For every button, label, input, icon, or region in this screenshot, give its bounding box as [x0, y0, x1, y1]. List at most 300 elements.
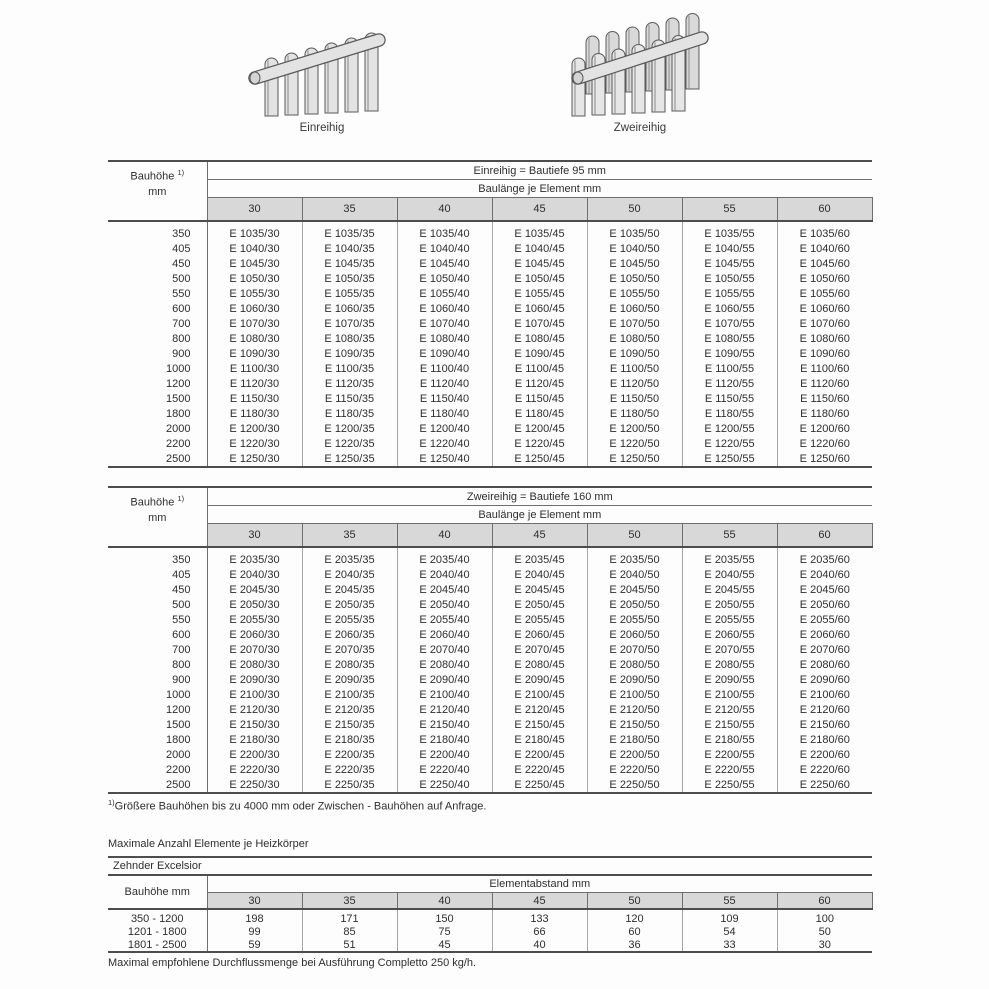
model-cell: E 2080/55	[682, 657, 777, 672]
column-header: 35	[302, 524, 397, 548]
bauhoehe-label: Bauhöhe $^{1)}$ mm	[108, 161, 207, 221]
max-elements-cell: 120	[587, 909, 682, 925]
model-cell: E 2055/30	[207, 612, 302, 627]
model-cell: E 1055/55	[682, 286, 777, 301]
model-cell: E 1035/55	[682, 221, 777, 241]
model-cell: E 1070/55	[682, 316, 777, 331]
footnote-marker: 1)	[177, 168, 185, 177]
model-cell: E 2120/30	[207, 702, 302, 717]
model-cell: E 1035/40	[397, 221, 492, 241]
zweireihig-spec-table	[108, 486, 873, 794]
column-header: 50	[587, 893, 682, 910]
model-cell: E 1045/60	[777, 256, 872, 271]
column-header: 40	[397, 893, 492, 910]
model-cell: E 2250/35	[302, 777, 397, 793]
height-cell: 2000	[108, 421, 207, 436]
model-cell: E 2200/45	[492, 747, 587, 762]
model-cell: E 2035/45	[492, 547, 587, 567]
max-elements-cell: 45	[397, 938, 492, 952]
model-cell: E 2055/35	[302, 612, 397, 627]
model-cell: E 2060/30	[207, 627, 302, 642]
max-elements-cell: 109	[682, 909, 777, 925]
model-cell: E 2100/45	[492, 687, 587, 702]
model-cell: E 2050/60	[777, 597, 872, 612]
single-row-caption: Einreihig	[299, 122, 345, 134]
height-cell: 1500	[108, 717, 207, 732]
model-cell: E 1045/40	[397, 256, 492, 271]
model-cell: E 2120/55	[682, 702, 777, 717]
model-cell: E 1220/30	[207, 436, 302, 451]
height-cell: 1200	[108, 376, 207, 391]
model-cell: E 2080/60	[777, 657, 872, 672]
model-cell: E 1250/30	[207, 451, 302, 467]
column-header: 30	[207, 893, 302, 910]
model-cell: E 1060/50	[587, 301, 682, 316]
model-cell: E 1040/35	[302, 241, 397, 256]
model-cell: E 1050/40	[397, 271, 492, 286]
model-cell: E 2080/45	[492, 657, 587, 672]
max-elements-cell: 66	[492, 925, 587, 938]
table-row	[108, 597, 872, 612]
table-row	[108, 925, 872, 938]
column-header: 45	[492, 198, 587, 222]
model-cell: E 1200/55	[682, 421, 777, 436]
table-row	[108, 451, 872, 467]
model-cell: E 1050/50	[587, 271, 682, 286]
column-header: 40	[397, 198, 492, 222]
model-cell: E 1200/50	[587, 421, 682, 436]
height-cell: 405	[108, 241, 207, 256]
model-cell: E 2220/35	[302, 762, 397, 777]
model-cell: E 1050/60	[777, 271, 872, 286]
table-row	[108, 221, 872, 241]
model-cell: E 2040/40	[397, 567, 492, 582]
model-cell: E 2055/55	[682, 612, 777, 627]
model-cell: E 1180/60	[777, 406, 872, 421]
model-cell: E 1100/35	[302, 361, 397, 376]
column-header: 55	[682, 524, 777, 548]
height-cell: 1800	[108, 406, 207, 421]
model-cell: E 1250/55	[682, 451, 777, 467]
model-cell: E 2045/45	[492, 582, 587, 597]
model-cell: E 1220/50	[587, 436, 682, 451]
bauhoehe-label: Bauhöhe $^{1)}$ mm	[108, 487, 207, 547]
column-header: 60	[777, 893, 872, 910]
model-cell: E 2035/30	[207, 547, 302, 567]
table-row	[108, 301, 872, 316]
model-cell: E 1090/60	[777, 346, 872, 361]
model-cell: E 2035/35	[302, 547, 397, 567]
model-cell: E 1100/40	[397, 361, 492, 376]
model-cell: E 2150/35	[302, 717, 397, 732]
model-cell: E 1060/60	[777, 301, 872, 316]
footnote	[108, 798, 486, 813]
column-header: 60	[777, 198, 872, 222]
max-elements-cell: 54	[682, 925, 777, 938]
height-cell: 800	[108, 657, 207, 672]
model-cell: E 1220/40	[397, 436, 492, 451]
model-cell: E 2090/35	[302, 672, 397, 687]
column-header: 50	[587, 524, 682, 548]
footnote-text: Größere Bauhöhen bis zu 4000 mm oder Zwischen - Bauhöhen auf Anfrage.	[114, 800, 487, 813]
model-cell: E 1120/35	[302, 376, 397, 391]
model-cell: E 1100/45	[492, 361, 587, 376]
model-cell: E 1090/40	[397, 346, 492, 361]
model-cell: E 2055/60	[777, 612, 872, 627]
model-cell: E 1200/45	[492, 421, 587, 436]
model-cell: E 2045/40	[397, 582, 492, 597]
height-cell: 1500	[108, 391, 207, 406]
radiator-single-row-illustration	[237, 12, 407, 120]
model-cell: E 2035/55	[682, 547, 777, 567]
height-cell: 550	[108, 286, 207, 301]
max-elements-heading: Maximale Anzahl Elemente je Heizkörper	[108, 838, 309, 850]
model-cell: E 1180/50	[587, 406, 682, 421]
model-cell: E 1100/50	[587, 361, 682, 376]
model-cell: E 1150/45	[492, 391, 587, 406]
model-cell: E 2090/45	[492, 672, 587, 687]
column-header: 30	[207, 198, 302, 222]
model-cell: E 2120/50	[587, 702, 682, 717]
model-cell: E 1250/35	[302, 451, 397, 467]
model-cell: E 1180/40	[397, 406, 492, 421]
table-subtitle: Baulänge je Element mm	[207, 506, 872, 524]
table-row	[108, 627, 872, 642]
model-cell: E 2200/35	[302, 747, 397, 762]
height-cell: 800	[108, 331, 207, 346]
model-cell: E 2180/35	[302, 732, 397, 747]
model-cell: E 1035/45	[492, 221, 587, 241]
model-cell: E 1045/35	[302, 256, 397, 271]
model-cell: E 1100/60	[777, 361, 872, 376]
table-row	[108, 567, 872, 582]
column-header: 40	[397, 524, 492, 548]
model-cell: E 1040/30	[207, 241, 302, 256]
table-title: Einreihig = Bautiefe 95 mm	[207, 161, 872, 180]
height-cell: 350	[108, 221, 207, 241]
model-cell: E 1120/50	[587, 376, 682, 391]
model-cell: E 1080/35	[302, 331, 397, 346]
max-elements-cell: 59	[207, 938, 302, 952]
column-header: 55	[682, 198, 777, 222]
model-cell: E 2120/45	[492, 702, 587, 717]
model-cell: E 2250/50	[587, 777, 682, 793]
model-cell: E 1055/45	[492, 286, 587, 301]
model-cell: E 1055/30	[207, 286, 302, 301]
model-cell: E 2070/50	[587, 642, 682, 657]
model-cell: E 1090/35	[302, 346, 397, 361]
column-header: 45	[492, 524, 587, 548]
model-cell: E 1180/55	[682, 406, 777, 421]
model-cell: E 1050/55	[682, 271, 777, 286]
model-cell: E 1040/55	[682, 241, 777, 256]
height-range-cell: 350 - 1200	[108, 909, 207, 925]
model-cell: E 1100/30	[207, 361, 302, 376]
model-cell: E 1070/50	[587, 316, 682, 331]
model-cell: E 1050/45	[492, 271, 587, 286]
height-range-cell: 1801 - 2500	[108, 938, 207, 952]
model-cell: E 2250/30	[207, 777, 302, 793]
max-elements-table	[108, 856, 873, 953]
height-cell: 450	[108, 256, 207, 271]
model-cell: E 2250/55	[682, 777, 777, 793]
model-cell: E 1060/35	[302, 301, 397, 316]
model-cell: E 2150/40	[397, 717, 492, 732]
height-range-cell: 1201 - 1800	[108, 925, 207, 938]
model-cell: E 2090/50	[587, 672, 682, 687]
model-cell: E 2050/30	[207, 597, 302, 612]
model-cell: E 1220/45	[492, 436, 587, 451]
model-cell: E 2055/40	[397, 612, 492, 627]
table-row	[108, 241, 872, 256]
model-cell: E 2045/35	[302, 582, 397, 597]
max-elements-cell: 198	[207, 909, 302, 925]
model-cell: E 2220/30	[207, 762, 302, 777]
model-cell: E 1150/30	[207, 391, 302, 406]
table-row	[108, 547, 872, 567]
radiator-double-row-figure	[550, 8, 730, 134]
model-cell: E 2070/35	[302, 642, 397, 657]
model-cell: E 1150/55	[682, 391, 777, 406]
max-elements-cell: 133	[492, 909, 587, 925]
table-row	[108, 657, 872, 672]
model-cell: E 2060/60	[777, 627, 872, 642]
flow-rate-note: Maximal empfohlene Durchflussmenge bei Ausführung Completto 250 kg/h.	[108, 957, 477, 969]
model-cell: E 2060/45	[492, 627, 587, 642]
model-cell: E 1070/60	[777, 316, 872, 331]
model-cell: E 2150/50	[587, 717, 682, 732]
column-header: 45	[492, 893, 587, 910]
model-cell: E 1070/30	[207, 316, 302, 331]
model-cell: E 2090/30	[207, 672, 302, 687]
model-cell: E 2080/35	[302, 657, 397, 672]
model-cell: E 1080/60	[777, 331, 872, 346]
model-cell: E 2120/40	[397, 702, 492, 717]
model-cell: E 1150/40	[397, 391, 492, 406]
model-cell: E 1040/40	[397, 241, 492, 256]
model-cell: E 1040/50	[587, 241, 682, 256]
column-header: 60	[777, 524, 872, 548]
model-cell: E 1150/50	[587, 391, 682, 406]
model-cell: E 2045/30	[207, 582, 302, 597]
height-cell: 1200	[108, 702, 207, 717]
table-row	[108, 271, 872, 286]
model-cell: E 1045/45	[492, 256, 587, 271]
model-cell: E 2050/45	[492, 597, 587, 612]
height-cell: 2500	[108, 777, 207, 793]
model-cell: E 2040/45	[492, 567, 587, 582]
model-cell: E 2200/50	[587, 747, 682, 762]
footnote-marker: 1)	[108, 798, 115, 807]
model-cell: E 2080/50	[587, 657, 682, 672]
model-cell: E 1080/45	[492, 331, 587, 346]
max-elements-cell: 85	[302, 925, 397, 938]
model-cell: E 2060/40	[397, 627, 492, 642]
model-cell: E 2180/45	[492, 732, 587, 747]
model-cell: E 2070/40	[397, 642, 492, 657]
model-cell: E 2180/40	[397, 732, 492, 747]
model-cell: E 1180/45	[492, 406, 587, 421]
einreihig-spec-table	[108, 160, 873, 468]
max-elements-cell: 99	[207, 925, 302, 938]
model-cell: E 2070/60	[777, 642, 872, 657]
model-cell: E 1120/55	[682, 376, 777, 391]
table-row	[108, 938, 872, 952]
model-cell: E 2200/55	[682, 747, 777, 762]
model-cell: E 2100/30	[207, 687, 302, 702]
bauhoehe-label: Bauhöhe mm	[108, 875, 207, 909]
element-spacing-header: Elementabstand mm	[207, 875, 872, 893]
table-row	[108, 642, 872, 657]
height-cell: 500	[108, 271, 207, 286]
model-cell: E 1060/55	[682, 301, 777, 316]
table-row	[108, 747, 872, 762]
model-cell: E 2220/40	[397, 762, 492, 777]
height-cell: 600	[108, 301, 207, 316]
table-row	[108, 777, 872, 793]
table-subtitle: Baulänge je Element mm	[207, 180, 872, 198]
model-cell: E 1250/50	[587, 451, 682, 467]
height-cell: 450	[108, 582, 207, 597]
column-header: 50	[587, 198, 682, 222]
model-cell: E 1120/60	[777, 376, 872, 391]
height-cell: 2200	[108, 762, 207, 777]
model-cell: E 1250/60	[777, 451, 872, 467]
model-cell: E 1055/50	[587, 286, 682, 301]
height-cell: 2200	[108, 436, 207, 451]
model-cell: E 2100/40	[397, 687, 492, 702]
model-cell: E 1055/35	[302, 286, 397, 301]
model-cell: E 2200/60	[777, 747, 872, 762]
model-cell: E 2250/60	[777, 777, 872, 793]
max-elements-cell: 171	[302, 909, 397, 925]
model-cell: E 2035/50	[587, 547, 682, 567]
height-cell: 1000	[108, 687, 207, 702]
brand-cell: Zehnder Excelsior	[108, 857, 872, 875]
model-cell: E 2035/60	[777, 547, 872, 567]
table-row	[108, 612, 872, 627]
double-row-caption: Zweireihig	[613, 122, 667, 134]
model-cell: E 2100/55	[682, 687, 777, 702]
model-cell: E 1070/45	[492, 316, 587, 331]
model-cell: E 2180/55	[682, 732, 777, 747]
model-cell: E 2220/60	[777, 762, 872, 777]
model-cell: E 2150/60	[777, 717, 872, 732]
model-cell: E 1200/35	[302, 421, 397, 436]
height-cell: 2000	[108, 747, 207, 762]
model-cell: E 1090/30	[207, 346, 302, 361]
height-cell: 2500	[108, 451, 207, 467]
table-row	[108, 732, 872, 747]
model-cell: E 2040/30	[207, 567, 302, 582]
radiator-double-row-illustration	[550, 8, 730, 120]
model-cell: E 2220/55	[682, 762, 777, 777]
model-cell: E 2060/50	[587, 627, 682, 642]
model-cell: E 1055/60	[777, 286, 872, 301]
model-cell: E 2100/35	[302, 687, 397, 702]
model-cell: E 1150/35	[302, 391, 397, 406]
model-cell: E 2040/50	[587, 567, 682, 582]
model-cell: E 1060/30	[207, 301, 302, 316]
model-cell: E 2055/45	[492, 612, 587, 627]
height-cell: 1000	[108, 361, 207, 376]
model-cell: E 2200/40	[397, 747, 492, 762]
radiator-single-row-figure	[237, 12, 407, 134]
model-cell: E 1050/30	[207, 271, 302, 286]
model-cell: E 2250/40	[397, 777, 492, 793]
column-header: 35	[302, 893, 397, 910]
height-cell: 1800	[108, 732, 207, 747]
height-cell: 500	[108, 597, 207, 612]
model-cell: E 1200/30	[207, 421, 302, 436]
model-cell: E 1035/60	[777, 221, 872, 241]
max-elements-cell: 60	[587, 925, 682, 938]
model-cell: E 1045/50	[587, 256, 682, 271]
model-cell: E 2150/30	[207, 717, 302, 732]
height-cell: 600	[108, 627, 207, 642]
model-cell: E 1150/60	[777, 391, 872, 406]
table-row	[108, 672, 872, 687]
height-cell: 405	[108, 567, 207, 582]
model-cell: E 2100/50	[587, 687, 682, 702]
model-cell: E 1090/55	[682, 346, 777, 361]
model-cell: E 2055/50	[587, 612, 682, 627]
model-cell: E 2050/35	[302, 597, 397, 612]
max-elements-cell: 40	[492, 938, 587, 952]
model-cell: E 2045/60	[777, 582, 872, 597]
model-cell: E 1180/35	[302, 406, 397, 421]
model-cell: E 2100/60	[777, 687, 872, 702]
table-row	[108, 361, 872, 376]
table-row	[108, 717, 872, 732]
model-cell: E 1045/55	[682, 256, 777, 271]
model-cell: E 2090/40	[397, 672, 492, 687]
model-cell: E 1080/40	[397, 331, 492, 346]
column-header: 55	[682, 893, 777, 910]
max-elements-cell: 100	[777, 909, 872, 925]
model-cell: E 2040/35	[302, 567, 397, 582]
table-row	[108, 687, 872, 702]
height-cell: 900	[108, 672, 207, 687]
model-cell: E 2050/40	[397, 597, 492, 612]
model-cell: E 2045/55	[682, 582, 777, 597]
footnote-marker: 1)	[177, 494, 185, 503]
model-cell: E 2035/40	[397, 547, 492, 567]
model-cell: E 1035/30	[207, 221, 302, 241]
model-cell: E 1090/50	[587, 346, 682, 361]
model-cell: E 2080/40	[397, 657, 492, 672]
model-cell: E 2200/30	[207, 747, 302, 762]
model-cell: E 1120/40	[397, 376, 492, 391]
model-cell: E 2045/50	[587, 582, 682, 597]
table-row	[108, 436, 872, 451]
model-cell: E 1055/40	[397, 286, 492, 301]
model-cell: E 1220/55	[682, 436, 777, 451]
model-cell: E 1040/60	[777, 241, 872, 256]
model-cell: E 2180/50	[587, 732, 682, 747]
model-cell: E 2080/30	[207, 657, 302, 672]
column-header: 35	[302, 198, 397, 222]
max-elements-cell: 33	[682, 938, 777, 952]
height-cell: 550	[108, 612, 207, 627]
model-cell: E 1080/50	[587, 331, 682, 346]
model-cell: E 1035/50	[587, 221, 682, 241]
model-cell: E 1120/30	[207, 376, 302, 391]
table-row	[108, 391, 872, 406]
model-cell: E 1250/40	[397, 451, 492, 467]
model-cell: E 1180/30	[207, 406, 302, 421]
model-cell: E 1070/35	[302, 316, 397, 331]
